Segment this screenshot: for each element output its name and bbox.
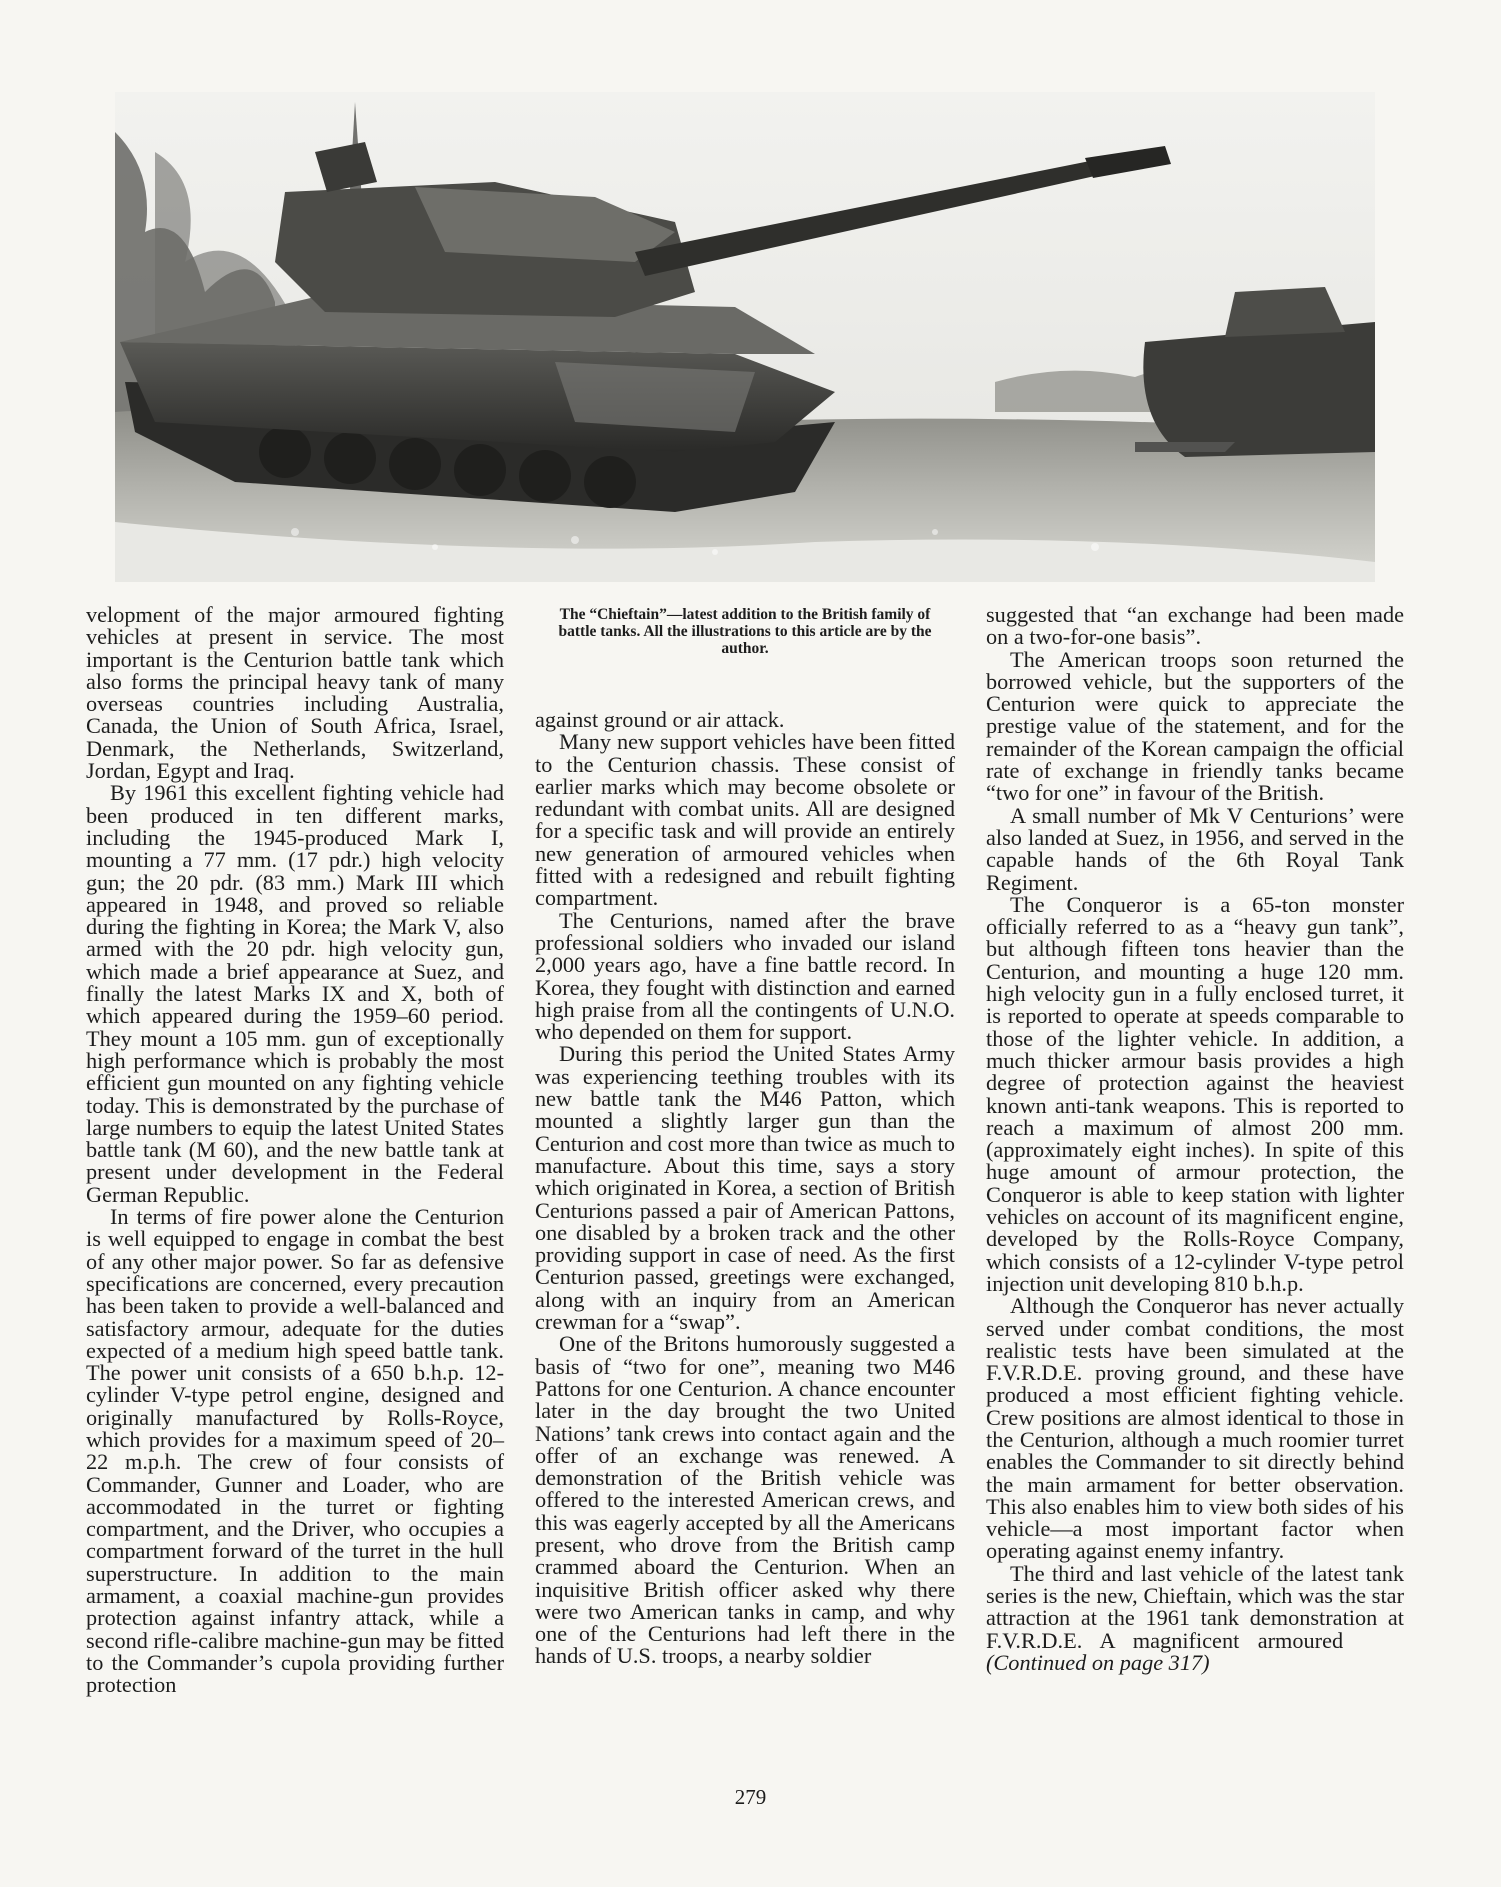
paragraph: suggested that “an exchange had been made on a two-for-one basis”. (986, 602, 1404, 650)
paragraph-last (986, 1560, 1404, 1675)
paragraph: The American troops soon returned the borrowed vehicle, but the supporters of the Centurion were quick to appreciate the prestige value of the statement, and for the remainder of the Korean campaign the official rate of exchange in friendly tanks became “two for one” in favour of the British. (986, 646, 1404, 806)
article-column-1 (86, 604, 504, 1697)
paragraph: One of the Britons humorously suggested a basis of “two for one”, meaning two M46 Pattons for one Centurion. A chance encounter later in the day brought the two United Nations’ tank crews into contact again and the offer of an exchange was renewed. A demonstration of the British vehicle was offered to the interested American crews, and this was eagerly accepted by all the Americans present, who drove from the British camp crammed aboard the Centurion. When an inquisitive British officer asked why there were two American tanks in camp, and why one of the Centurions had left there in the hands of U.S. troops, a nearby soldier (535, 1331, 955, 1669)
paragraph: In terms of fire power alone the Centurion is well equipped to engage in combat the best of any other major power. So far as defensive specifications are concerned, every precaution has been taken to provide a well-balanced and satisfactory armour, adequate for the duties expected of a medium high speed battle tank. The power unit consists of a 650 b.h.p. 12-cylinder V-type petrol engine, designed and originally manufactured by Rolls-Royce, which provides for a maximum speed of 20–22 m.p.h. The crew of four consists of Commander, Gunner and Loader, who are accommodated in the turret or fighting compartment, and the Driver, who occupies a compartment forward of the turret in the hull superstructure. In addition to the main armament, a coaxial machine-gun provides protection against infantry attack, while a second rifle-calibre machine-gun may be fitted to the Commander’s cupola providing further protection (86, 1204, 504, 1698)
paragraph-text: The third and last vehicle of the latest tank series is the new, Chieftain, which was the star attraction at the 1961 tank demonstration at F.V.R.D.E. A magnificent armoured (986, 1560, 1404, 1653)
chieftain-tank-image (115, 92, 1375, 582)
page-number: 279 (734, 1785, 767, 1809)
article-column-2 (535, 606, 955, 1668)
paragraph: By 1961 this excellent fighting vehicle had been produced in ten different marks, including the 1945-produced Mark I, mounting a 77 mm. (17 pdr.) high velocity gun; the 20 pdr. (83 mm.) Mark III which appeared in 1948, and proved so reliable during the fighting in Korea; the Mark V, also armed with the 20 pdr. high velocity gun, which made a brief appearance at Suez, and finally the latest Marks IX and X, both of which appeared during the 1959–60 period. They mount a 105 mm. gun of exceptionally high performance which is probably the most efficient gun mounted on any fighting vehicle today. This is demonstrated by the purchase of large numbers to equip the latest United States battle tank (M 60), and the new battle tank at present under development in the Federal German Republic. (86, 780, 504, 1207)
paragraph: The Conqueror is a 65-ton monster officially referred to as a “heavy gun tank”, but although fifteen tons heavier than the Centurion, and mounting a huge 120 mm. high velocity gun in a fully enclosed turret, it is reported to operate at speeds comparable to those of the lighter vehicle. In addition, a much thicker armour basis provides a high degree of protection against the heaviest known anti-tank weapons. This is reported to reach a maximum of almost 200 mm. (approximately eight inches). In spite of this huge amount of armour protection, the Conqueror is able to keep station with lighter vehicles on account of its magnificent engine, developed by the Rolls-Royce Company, which consists of a 12-cylinder V-type petrol injection unit developing 810 b.h.p. (986, 891, 1404, 1296)
photo-caption: The “Chieftain”—latest addition to the British family of battle tanks. All the illustrations to this article are by the author. (558, 606, 932, 657)
paragraph: velopment of the major armoured fighting vehicles at present in service. The most important is the Centurion battle tank which also forms the principal heavy tank of many overseas countries including Australia, Canada, the Union of South Africa, Israel, Denmark, the Netherlands, Switzerland, Jordan, Egypt and Iraq. (86, 602, 504, 784)
paragraph: Although the Conqueror has never actually served under combat conditions, the most realistic tests have been simulated at the F.V.R.D.E. proving ground, and these have produced a most efficient fighting vehicle. Crew positions are almost identical to those in the Centurion, although a much roomier turret enables the Commander to sit directly behind the main armament for better observation. This also enables him to view both sides of his vehicle—a most important factor when operating against enemy infantry. (986, 1293, 1404, 1564)
paragraph: Many new support vehicles have been fitted to the Centurion chassis. These consist of earlier marks which may become obsolete or redundant with combat units. All are designed for a specific task and will provide an entirely new generation of armoured vehicles when fitted with a redesigned and rebuilt fighting compartment. (535, 729, 955, 911)
paragraph: against ground or air attack. (535, 707, 785, 732)
tank-photo (115, 92, 1375, 582)
paragraph: The Centurions, named after the brave professional soldiers who invaded our island 2,000 years ago, have a fine battle record. In Korea, they fought with distinction and earned high praise from all the contingents of U.N.O. who depended on them for support. (535, 907, 955, 1045)
article-column-3 (986, 604, 1404, 1674)
continued-reference: (Continued on page 317) (986, 1649, 1210, 1675)
paragraph: A small number of Mk V Centurions’ were also landed at Suez, in 1956, and served in the capable hands of the 6th Royal Tank Regiment. (986, 802, 1404, 895)
paragraph: During this period the United States Army was experiencing teething troubles with its new battle tank the M46 Patton, which mounted a slightly larger gun than the Centurion and cost more than twice as much to manufacture. About this time, says a story which originated in Korea, a section of British Centurions passed a pair of American Pattons, one disabled by a broken track and the other providing support in case of need. As the first Centurion passed, greetings were exchanged, along with an inquiry from an American crewman for a “swap”. (535, 1041, 955, 1335)
